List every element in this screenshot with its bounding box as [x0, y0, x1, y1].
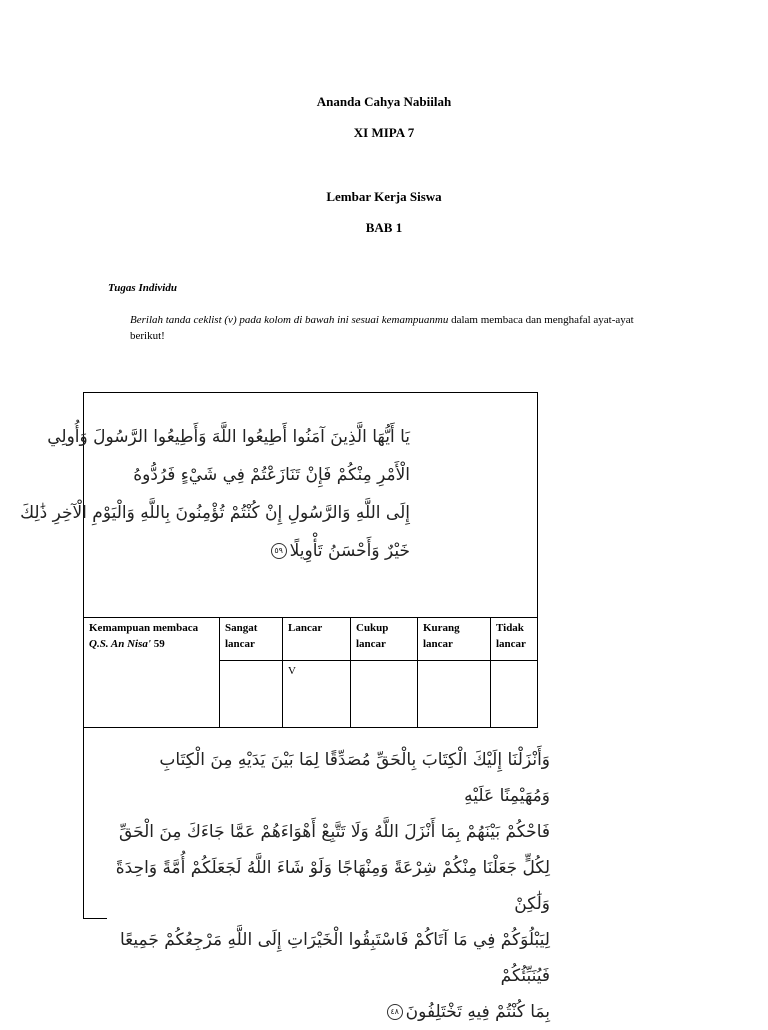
task-title: Tugas Individu [108, 282, 177, 294]
verse-line: يَا أَيُّهَا الَّذِينَ آمَنُوا أَطِيعُوا اللَّهَ وَأَطِيعُوا الرَّسُولَ وَأُولِي الْأَمْرِ مِنْكُمْ فَإِنْ تَنَازَعْتُمْ فِي شَيْءٍ فَرُدُّوهُ [47, 427, 410, 485]
check-cell[interactable] [418, 661, 491, 728]
frame-divider [83, 727, 84, 919]
verse-text: إِلَى اللَّهِ وَالرَّسُولِ إِنْ كُنْتُمْ تُؤْمِنُونَ بِاللَّهِ وَالْيَوْمِ الْآخِرِ ذَٰلِكَ خَيْرٌ وَأَحْسَنُ تَأْوِيلًا [20, 503, 410, 561]
row-header-suffix: 59 [150, 638, 165, 650]
ayah-number-marker: ٥٩ [271, 543, 287, 559]
check-cell[interactable] [351, 661, 418, 728]
check-cell[interactable]: V [283, 661, 351, 728]
verse-line: لِكُلٍّ جَعَلْنَا مِنْكُمْ شِرْعَةً وَمِنْهَاجًا وَلَوْ شَاءَ اللَّهُ لَجَعَلَكُمْ أُمَّةً وَاحِدَةً وَلَٰكِنْ [115, 858, 550, 914]
verse-al-maidah-48 [110, 742, 550, 1030]
verse-an-nisa-59 [10, 418, 410, 570]
verse-line [10, 494, 410, 570]
reading-ability-table [83, 617, 538, 728]
row-header-cell [84, 618, 220, 728]
task-instruction [130, 312, 670, 344]
column-header: Lancar [283, 618, 351, 661]
student-name: Ananda Cahya Nabiilah [316, 94, 452, 109]
column-header: Sangat lancar [220, 618, 283, 661]
check-cell[interactable] [220, 661, 283, 728]
instruction-italic: Berilah tanda ceklist (v) pada kolom di bawah ini sesuai kemampuanmu [130, 314, 449, 326]
chapter-label: BAB 1 [365, 220, 403, 235]
row-header-prefix: Kemampuan membaca [89, 622, 199, 634]
sheet-title: Lembar Kerja Siswa [326, 189, 442, 204]
frame-divider [83, 918, 107, 919]
verse-line: وَأَنْزَلْنَا إِلَيْكَ الْكِتَابَ بِالْحَقِّ مُصَدِّقًا لِمَا بَيْنَ يَدَيْهِ مِنَ الْكِتَابِ وَمُهَيْمِنًا عَلَيْهِ [159, 750, 550, 806]
check-cell[interactable] [491, 661, 538, 728]
table-header-row [84, 618, 538, 661]
row-header-surah: Q.S. An Nisa' [89, 638, 151, 650]
column-header: Tidak lancar [491, 618, 538, 661]
column-header: Kurang lancar [418, 618, 491, 661]
ayah-number-marker: ٤٨ [387, 1004, 403, 1020]
column-header: Cukup lancar [351, 618, 418, 661]
student-class: XI MIPA 7 [353, 125, 415, 140]
instruction-rest: dalam membaca dan menghafal ayat-ayat berikut! [130, 314, 634, 342]
verse-text: بِمَا كُنْتُمْ فِيهِ تَخْتَلِفُونَ [405, 1002, 550, 1022]
verse-line: فَاحْكُمْ بَيْنَهُمْ بِمَا أَنْزَلَ اللَّهُ وَلَا تَتَّبِعْ أَهْوَاءَهُمْ عَمَّا جَاءَكَ مِنَ الْحَقِّ [118, 822, 550, 842]
verse-line [110, 994, 550, 1030]
verse-line: لِيَبْلُوَكُمْ فِي مَا آتَاكُمْ فَاسْتَبِقُوا الْخَيْرَاتِ إِلَى اللَّهِ مَرْجِعُكُمْ جَمِيعًا فَيُنَبِّئُكُمْ [119, 930, 550, 986]
